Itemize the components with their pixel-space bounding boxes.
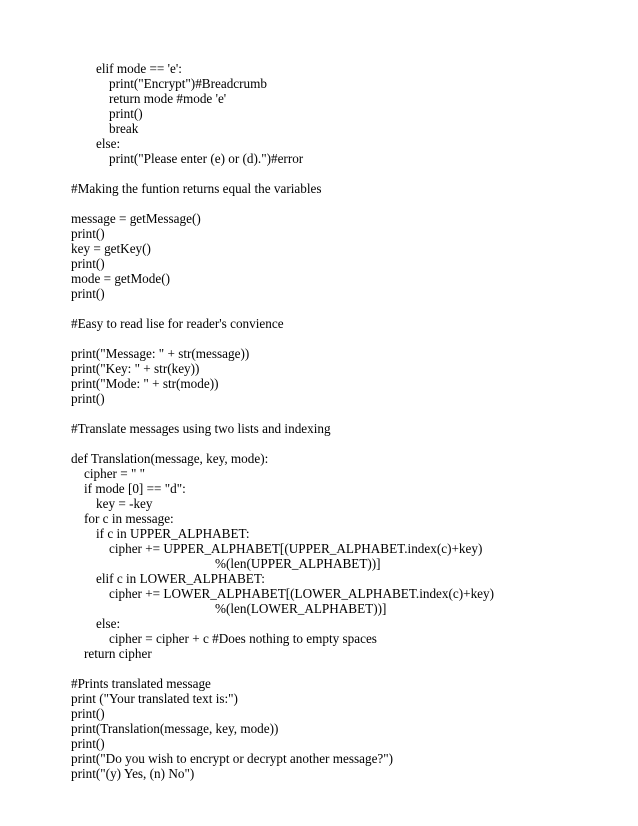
- code-line: print("Please enter (e) or (d).")#error: [109, 151, 304, 166]
- code-line: %(len(UPPER_ALPHABET))]: [215, 556, 381, 571]
- code-line: print("Message: " + str(message)): [71, 346, 250, 361]
- code-line: print ("Your translated text is:"): [71, 691, 238, 706]
- code-line: cipher = cipher + c #Does nothing to empty spaces: [109, 631, 377, 646]
- code-line: print(): [71, 706, 105, 721]
- code-line: print("Do you wish to encrypt or decrypt another message?"): [71, 751, 394, 766]
- code-line: print(): [71, 256, 105, 271]
- code-line: print(): [71, 736, 105, 751]
- code-line: break: [109, 121, 139, 136]
- code-line: print(): [71, 286, 105, 301]
- code-line: print("Key: " + str(key)): [71, 361, 200, 376]
- code-line: print(): [109, 106, 143, 121]
- code-line: for c in message:: [84, 511, 174, 526]
- code-line: cipher += LOWER_ALPHABET[(LOWER_ALPHABET.index(c)+key): [109, 586, 494, 601]
- code-line: cipher += UPPER_ALPHABET[(UPPER_ALPHABET.index(c)+key): [109, 541, 483, 556]
- code-line: else:: [96, 616, 121, 631]
- code-line: if mode [0] == "d":: [84, 481, 186, 496]
- comment-line: #Translate messages using two lists and indexing: [71, 421, 331, 436]
- code-line: print("Mode: " + str(mode)): [71, 376, 219, 391]
- code-line: elif mode == 'e':: [96, 61, 182, 76]
- code-line: if c in UPPER_ALPHABET:: [96, 526, 250, 541]
- code-line: %(len(LOWER_ALPHABET))]: [215, 601, 387, 616]
- code-line: message = getMessage(): [71, 211, 201, 226]
- code-line: print("Encrypt")#Breadcrumb: [109, 76, 267, 91]
- code-line: cipher = " ": [84, 466, 146, 481]
- code-line: print(): [71, 391, 105, 406]
- code-line: else:: [96, 136, 121, 151]
- code-line: def Translation(message, key, mode):: [71, 451, 269, 466]
- code-line: key = -key: [96, 496, 153, 511]
- comment-line: #Easy to read lise for reader's convience: [71, 316, 284, 331]
- code-line: print(Translation(message, key, mode)): [71, 721, 279, 736]
- comment-line: #Prints translated message: [71, 676, 211, 691]
- code-line: elif c in LOWER_ALPHABET:: [96, 571, 265, 586]
- comment-line: #Making the funtion returns equal the variables: [71, 181, 322, 196]
- code-line: key = getKey(): [71, 241, 151, 256]
- code-line: print(): [71, 226, 105, 241]
- code-line: mode = getMode(): [71, 271, 170, 286]
- code-line: print("(y) Yes, (n) No"): [71, 766, 195, 781]
- code-line: return mode #mode 'e': [109, 91, 227, 106]
- code-line: return cipher: [84, 646, 152, 661]
